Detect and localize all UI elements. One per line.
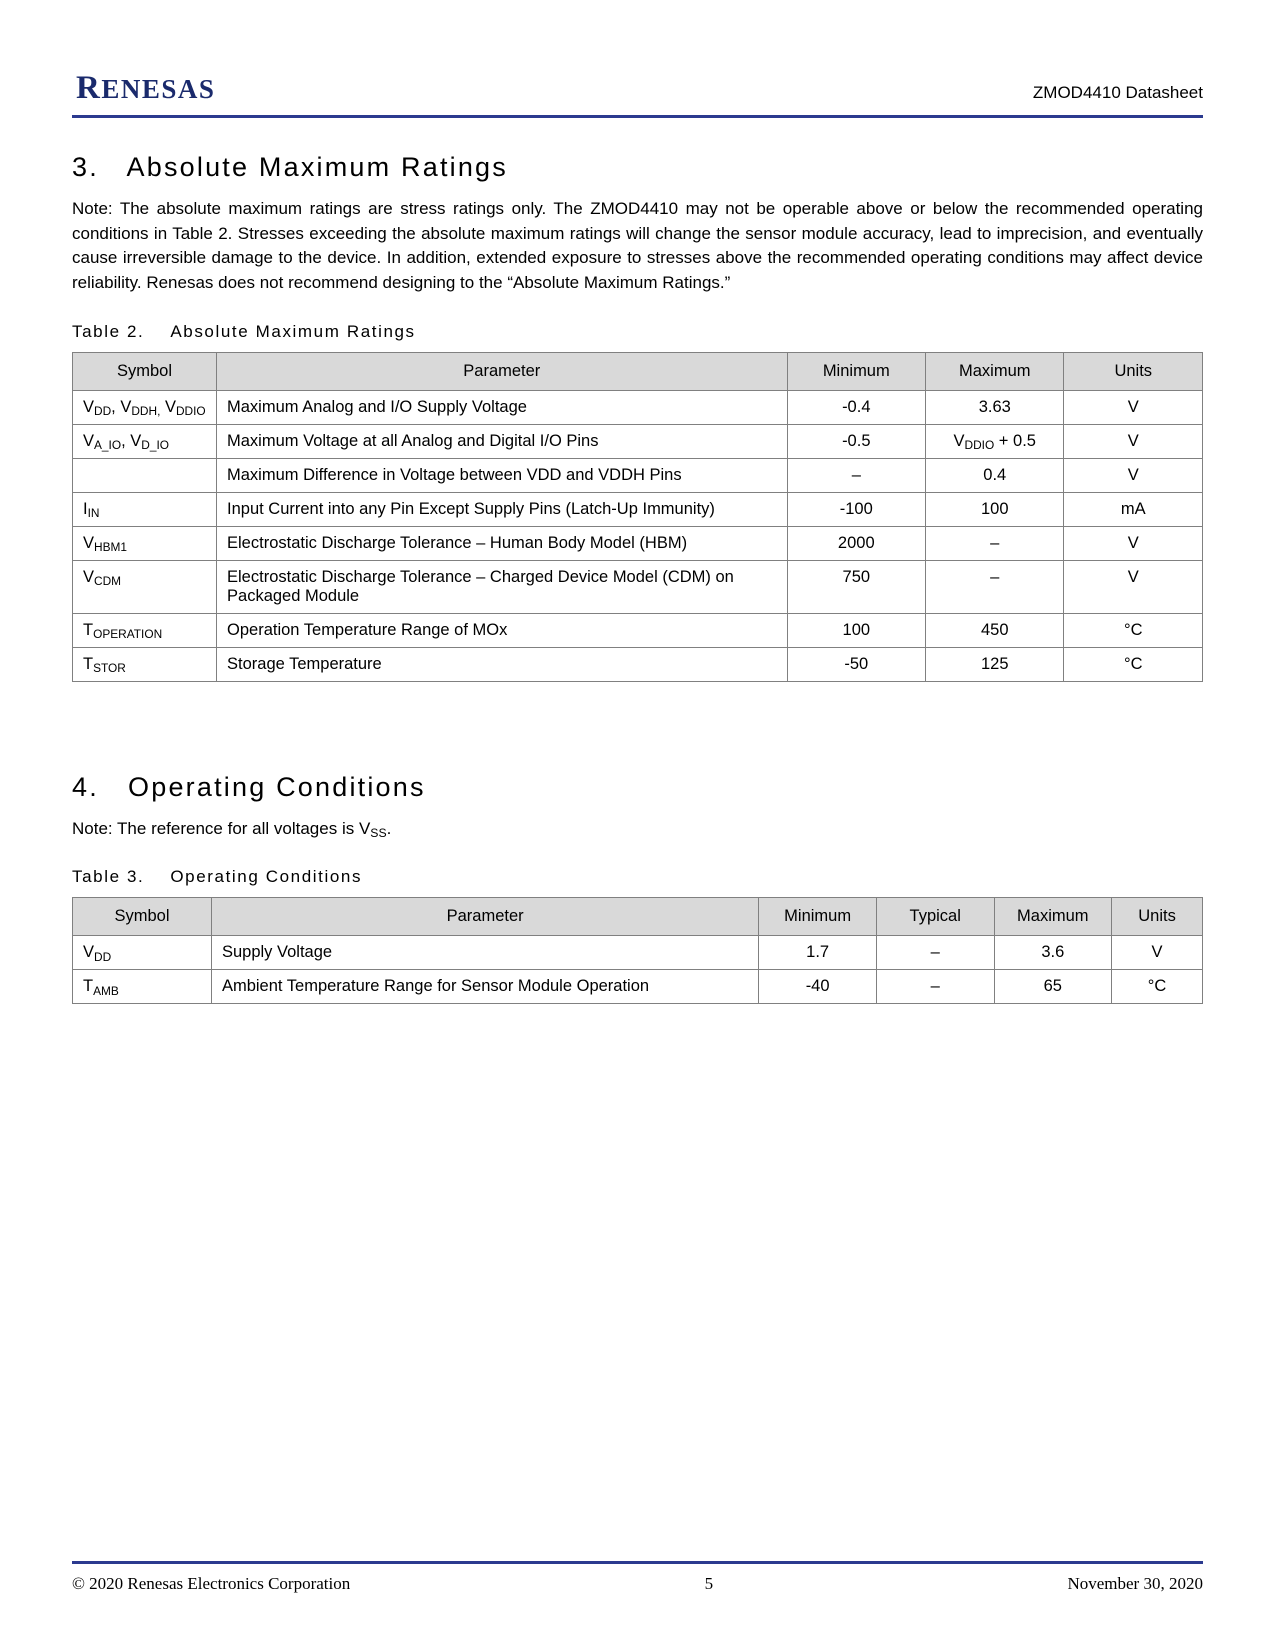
table-3-th-maximum: Maximum bbox=[994, 898, 1112, 936]
table-2-th-maximum: Maximum bbox=[926, 352, 1064, 390]
row-maximum: 125 bbox=[926, 647, 1064, 681]
table-row bbox=[73, 936, 1203, 970]
table-row bbox=[73, 613, 1203, 647]
section-gap bbox=[72, 682, 1203, 738]
row-parameter: Storage Temperature bbox=[217, 647, 788, 681]
row-symbol: $V_{HBM1}$ bbox=[73, 526, 217, 560]
row-parameter: Input Current into any Pin Except Supply Pins (Latch-Up Immunity) bbox=[217, 492, 788, 526]
logo-initial: R bbox=[76, 70, 102, 106]
row-maximum: 65 bbox=[994, 970, 1112, 1004]
section-4-note bbox=[72, 817, 1203, 842]
footer-page-number: 5 bbox=[704, 1574, 714, 1593]
row-units: °C bbox=[1064, 613, 1203, 647]
row-maximum: 450 bbox=[926, 613, 1064, 647]
row-minimum: -0.5 bbox=[787, 424, 925, 458]
row-maximum: 3.63 bbox=[926, 390, 1064, 424]
table-row bbox=[73, 390, 1203, 424]
row-minimum: -100 bbox=[787, 492, 925, 526]
table-2-th-units: Units bbox=[1064, 352, 1203, 390]
table-3-th-units: Units bbox=[1112, 898, 1203, 936]
row-units: V bbox=[1112, 936, 1203, 970]
row-parameter: Supply Voltage bbox=[211, 936, 758, 970]
table-3-th-parameter: Parameter bbox=[211, 898, 758, 936]
footer-date: November 30, 2020 bbox=[1067, 1574, 1203, 1593]
operating-conditions-table bbox=[72, 897, 1203, 1004]
table-3-title: Operating Conditions bbox=[170, 867, 363, 887]
table-3-th-minimum: Minimum bbox=[759, 898, 877, 936]
row-minimum: -40 bbox=[759, 970, 877, 1004]
row-symbol bbox=[73, 458, 217, 492]
table-3-th-symbol: Symbol bbox=[73, 898, 212, 936]
section-3-note: Note: The absolute maximum ratings are stress ratings only. The ZMOD4410 may not be operable above or below the recommended operating conditions in Table 2. Stresses exceeding the absolute maximum ratings will change the sensor module accuracy, lead to imprecision, and eventually cause irreversible damage to the device. In addition, extended exposure to stresses above the recommended operating conditions may affect device reliability. Renesas does not recommend designing to the “Absolute Maximum Ratings.” bbox=[72, 199, 1203, 292]
row-symbol: $V_{DD}$ bbox=[73, 936, 212, 970]
page-footer bbox=[72, 1561, 1203, 1594]
row-symbol: $V_{A\_IO}$, $V_{D\_IO}$ bbox=[73, 424, 217, 458]
row-maximum: 100 bbox=[926, 492, 1064, 526]
row-units: °C bbox=[1112, 970, 1203, 1004]
row-parameter: Electrostatic Discharge Tolerance – Human Body Model (HBM) bbox=[217, 526, 788, 560]
logo-text: ENESAS bbox=[101, 74, 216, 104]
row-maximum: 3.6 bbox=[994, 936, 1112, 970]
header-divider bbox=[72, 115, 1203, 118]
table-2-th-parameter: Parameter bbox=[217, 352, 788, 390]
row-symbol: $T_{OPERATION}$ bbox=[73, 613, 217, 647]
table-2-caption bbox=[72, 322, 1203, 342]
row-minimum: 100 bbox=[787, 613, 925, 647]
row-units: V bbox=[1064, 526, 1203, 560]
table-2-title: Absolute Maximum Ratings bbox=[170, 321, 416, 341]
row-symbol: $T_{STOR}$ bbox=[73, 647, 217, 681]
row-maximum: 0.4 bbox=[926, 458, 1064, 492]
table-row bbox=[73, 560, 1203, 613]
row-minimum: 1.7 bbox=[759, 936, 877, 970]
table-3-label: Table 3. bbox=[72, 867, 145, 887]
row-units: V bbox=[1064, 560, 1203, 613]
table-row bbox=[73, 424, 1203, 458]
table-row bbox=[73, 492, 1203, 526]
table-row bbox=[73, 970, 1203, 1004]
table-2-label: Table 2. bbox=[72, 321, 145, 341]
row-maximum: $V_{DDIO} + 0.5$ bbox=[926, 424, 1064, 458]
section-3-title: Absolute Maximum Ratings bbox=[126, 152, 508, 182]
table-2-header-row bbox=[73, 352, 1203, 390]
absolute-maximum-ratings-table bbox=[72, 352, 1203, 682]
section-4-title: Operating Conditions bbox=[128, 771, 426, 802]
row-units: V bbox=[1064, 424, 1203, 458]
row-symbol: $T_{AMB}$ bbox=[73, 970, 212, 1004]
row-maximum: – bbox=[926, 526, 1064, 560]
page-title bbox=[72, 152, 1203, 183]
table-2-th-minimum: Minimum bbox=[787, 352, 925, 390]
row-units: °C bbox=[1064, 647, 1203, 681]
header-doc-title: ZMOD4410 Datasheet bbox=[1032, 83, 1203, 102]
row-parameter: Ambient Temperature Range for Sensor Module Operation bbox=[211, 970, 758, 1004]
footer-divider bbox=[72, 1561, 1203, 1564]
row-typical: – bbox=[876, 936, 994, 970]
row-parameter: Maximum Analog and I/O Supply Voltage bbox=[217, 390, 788, 424]
section-4-note-suffix: . bbox=[386, 818, 392, 838]
row-typical: – bbox=[876, 970, 994, 1004]
row-minimum: – bbox=[787, 458, 925, 492]
section-3-number: 3. bbox=[72, 152, 99, 182]
row-parameter: Maximum Voltage at all Analog and Digital I/O Pins bbox=[217, 424, 788, 458]
row-minimum: -50 bbox=[787, 647, 925, 681]
table-2-th-symbol: Symbol bbox=[73, 352, 217, 390]
row-units: V bbox=[1064, 458, 1203, 492]
row-minimum: 2000 bbox=[787, 526, 925, 560]
table-3-th-typical: Typical bbox=[876, 898, 994, 936]
section-4-heading bbox=[72, 772, 1203, 803]
section-4-note-prefix: Note: The reference for all voltages is V bbox=[72, 818, 371, 838]
table-3-header-row bbox=[73, 898, 1203, 936]
footer-copyright: © 2020 Renesas Electronics Corporation bbox=[72, 1574, 351, 1593]
section-4-note-sub: SS bbox=[370, 825, 387, 840]
row-symbol: $V_{CDM}$ bbox=[73, 560, 217, 613]
row-units: V bbox=[1064, 390, 1203, 424]
section-4-number: 4. bbox=[72, 771, 99, 802]
page-header bbox=[72, 0, 1203, 107]
row-parameter: Electrostatic Discharge Tolerance – Charged Device Model (CDM) on Packaged Module bbox=[217, 560, 788, 613]
row-parameter: Operation Temperature Range of MOx bbox=[217, 613, 788, 647]
table-row bbox=[73, 647, 1203, 681]
row-maximum: – bbox=[926, 560, 1064, 613]
renesas-logo bbox=[72, 70, 215, 107]
table-3-caption bbox=[72, 867, 1203, 887]
table-row bbox=[73, 458, 1203, 492]
table-row bbox=[73, 526, 1203, 560]
row-parameter: Maximum Difference in Voltage between VDD and VDDH Pins bbox=[217, 458, 788, 492]
row-minimum: 750 bbox=[787, 560, 925, 613]
row-symbol: $I_{IN}$ bbox=[73, 492, 217, 526]
row-units: mA bbox=[1064, 492, 1203, 526]
row-minimum: -0.4 bbox=[787, 390, 925, 424]
row-symbol: $V_{DD}$, $V_{DDH,}$ $V_{DDIO}$ bbox=[73, 390, 217, 424]
